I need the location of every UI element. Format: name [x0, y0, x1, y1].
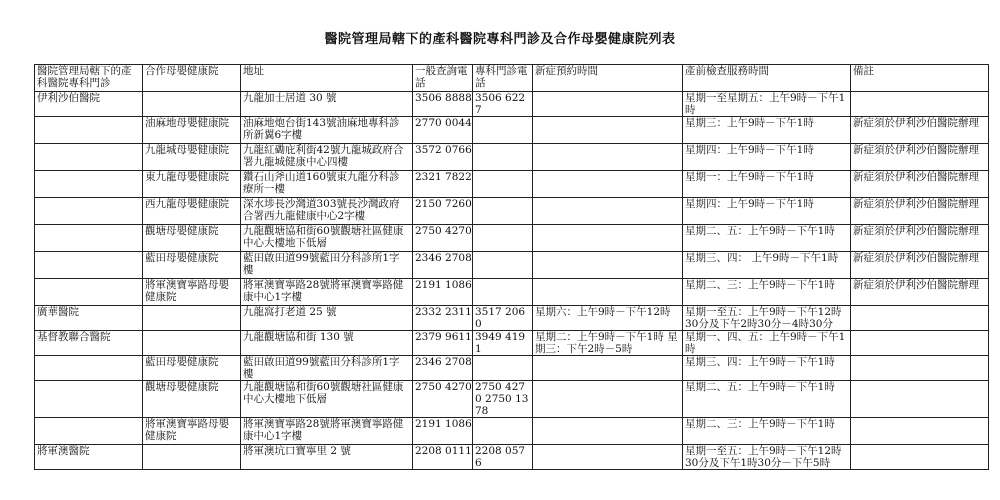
cell-new-case-time: [533, 356, 683, 381]
cell-anc-time: 星期一：上午9時－下午1時: [683, 171, 851, 198]
cell-hospital: [35, 198, 143, 225]
table-row: [35, 144, 989, 171]
cell-address: 油麻地炮台街143號油麻地專科診所新翼6字樓: [241, 117, 413, 144]
cell-anc-time: 星期二、三：上午9時－下午1時: [683, 279, 851, 306]
cell-remark: [851, 306, 989, 331]
table-row: [35, 445, 989, 470]
cell-hospital: 基督教聯合醫院: [35, 331, 143, 356]
cell-new-case-time: [533, 171, 683, 198]
cell-general-tel: 2770 0044: [413, 117, 473, 144]
cell-hospital: [35, 356, 143, 381]
table-row: [35, 331, 989, 356]
header-hospital: 醫院管理局轄下的產科醫院專科門診: [35, 65, 143, 92]
cell-new-case-time: 星期六：上午9時－下午12時: [533, 306, 683, 331]
cell-remark: [851, 418, 989, 445]
cell-clinic: 藍田母嬰健康院: [143, 356, 241, 381]
cell-new-case-time: [533, 144, 683, 171]
cell-sopd-tel: [473, 198, 533, 225]
table-row: [35, 92, 989, 117]
cell-remark: 新症須於伊利沙伯醫院辦理: [851, 279, 989, 306]
cell-address: 藍田啟田道99號藍田分科診所1字樓: [241, 252, 413, 279]
header-anc-time: 產前檢查服務時間: [683, 65, 851, 92]
cell-remark: [851, 381, 989, 418]
cell-remark: 新症須於伊利沙伯醫院辦理: [851, 225, 989, 252]
cell-general-tel: 2191 1086: [413, 418, 473, 445]
cell-anc-time: 星期二、五：上午9時－下午1時: [683, 225, 851, 252]
cell-general-tel: 2208 0111: [413, 445, 473, 470]
cell-sopd-tel: 3949 4191: [473, 331, 533, 356]
cell-general-tel: 2346 2708: [413, 356, 473, 381]
table-row: [35, 306, 989, 331]
header-address: 地址: [241, 65, 413, 92]
table-row: [35, 418, 989, 445]
cell-general-tel: 2150 7260: [413, 198, 473, 225]
cell-anc-time: 星期三：上午9時－下午1時: [683, 117, 851, 144]
cell-address: 藍田啟田道99號藍田分科診所1字樓: [241, 356, 413, 381]
cell-sopd-tel: [473, 418, 533, 445]
table-row: [35, 252, 989, 279]
cell-sopd-tel: 2208 0576: [473, 445, 533, 470]
cell-clinic: 觀塘母嬰健康院: [143, 381, 241, 418]
cell-new-case-time: [533, 198, 683, 225]
cell-address: 鑽石山斧山道160號東九龍分科診療所一樓: [241, 171, 413, 198]
header-sopd-tel: 專科門診電話: [473, 65, 533, 92]
cell-new-case-time: [533, 418, 683, 445]
cell-general-tel: 2379 9611: [413, 331, 473, 356]
header-remark: 備註: [851, 65, 989, 92]
cell-sopd-tel: [473, 225, 533, 252]
cell-hospital: 廣華醫院: [35, 306, 143, 331]
cell-sopd-tel: [473, 171, 533, 198]
cell-clinic: 九龍城母嬰健康院: [143, 144, 241, 171]
cell-general-tel: 2321 7822: [413, 171, 473, 198]
cell-sopd-tel: 2750 4270 2750 1378: [473, 381, 533, 418]
cell-clinic: [143, 331, 241, 356]
cell-sopd-tel: [473, 144, 533, 171]
cell-clinic: [143, 92, 241, 117]
cell-anc-time: 星期一至五：上午9時－下午12時30分及下午1時30分－下午5時: [683, 445, 851, 470]
cell-sopd-tel: [473, 117, 533, 144]
cell-clinic: 藍田母嬰健康院: [143, 252, 241, 279]
cell-remark: [851, 445, 989, 470]
cell-new-case-time: [533, 381, 683, 418]
cell-sopd-tel: 3506 6227: [473, 92, 533, 117]
cell-anc-time: 星期一、四、五：上午9時－下午1時: [683, 331, 851, 356]
cell-remark: 新症須於伊利沙伯醫院辦理: [851, 144, 989, 171]
cell-address: 九龍紅磡庇利街42號九龍城政府合署九龍城健康中心四樓: [241, 144, 413, 171]
cell-hospital: [35, 252, 143, 279]
cell-anc-time: 星期一至五：上午9時－下午12時30分及下午2時30分－4時30分: [683, 306, 851, 331]
cell-address: 九龍觀塘協和街60號觀塘社區健康中心大樓地下低層: [241, 381, 413, 418]
cell-new-case-time: [533, 252, 683, 279]
cell-address: 九龍觀塘協和街60號觀塘社區健康中心大樓地下低層: [241, 225, 413, 252]
header-new-case-time: 新症預約時間: [533, 65, 683, 92]
cell-general-tel: 2750 4270: [413, 225, 473, 252]
cell-new-case-time: [533, 225, 683, 252]
cell-address: 深水埗長沙灣道303號長沙灣政府合署西九龍健康中心2字樓: [241, 198, 413, 225]
cell-hospital: [35, 279, 143, 306]
cell-general-tel: 2750 4270: [413, 381, 473, 418]
cell-hospital: [35, 144, 143, 171]
cell-remark: [851, 92, 989, 117]
page-title: 醫院管理局轄下的產科醫院專科門診及合作母嬰健康院列表: [324, 32, 676, 47]
cell-hospital: [35, 117, 143, 144]
cell-remark: [851, 331, 989, 356]
cell-address: 將軍澳寶寧路28號將軍澳寶寧路健康中心1字樓: [241, 418, 413, 445]
cell-hospital: 伊利沙伯醫院: [35, 92, 143, 117]
cell-clinic: [143, 445, 241, 470]
cell-address: 將軍澳坑口寶寧里 2 號: [241, 445, 413, 470]
header-general-tel: 一般查詢電話: [413, 65, 473, 92]
cell-address: 九龍加士居道 30 號: [241, 92, 413, 117]
cell-new-case-time: 星期二：上午9時－下午1時 星期三：下午2時－5時: [533, 331, 683, 356]
cell-remark: 新症須於伊利沙伯醫院辦理: [851, 117, 989, 144]
table-row: [35, 356, 989, 381]
cell-address: 九龍觀塘協和街 130 號: [241, 331, 413, 356]
table-header-row: [35, 65, 989, 92]
cell-anc-time: 星期三、四：上午9時－下午1時: [683, 356, 851, 381]
cell-hospital: 將軍澳醫院: [35, 445, 143, 470]
cell-hospital: [35, 418, 143, 445]
table-row: [35, 117, 989, 144]
table-row: [35, 198, 989, 225]
table-row: [35, 381, 989, 418]
cell-clinic: 東九龍母嬰健康院: [143, 171, 241, 198]
header-clinic: 合作母嬰健康院: [143, 65, 241, 92]
cell-general-tel: 2346 2708: [413, 252, 473, 279]
cell-hospital: [35, 381, 143, 418]
table-row: [35, 225, 989, 252]
clinic-table: [34, 64, 989, 470]
cell-general-tel: 3572 0766: [413, 144, 473, 171]
cell-remark: 新症須於伊利沙伯醫院辦理: [851, 198, 989, 225]
cell-clinic: 將軍澳寶寧路母嬰健康院: [143, 418, 241, 445]
cell-hospital: [35, 225, 143, 252]
cell-clinic: 觀塘母嬰健康院: [143, 225, 241, 252]
cell-remark: 新症須於伊利沙伯醫院辦理: [851, 252, 989, 279]
cell-clinic: 西九龍母嬰健康院: [143, 198, 241, 225]
cell-anc-time: 星期四：上午9時－下午1時: [683, 198, 851, 225]
cell-sopd-tel: [473, 356, 533, 381]
cell-sopd-tel: [473, 279, 533, 306]
cell-anc-time: 星期三、四： 上午9時－下午1時: [683, 252, 851, 279]
cell-general-tel: 2332 2311: [413, 306, 473, 331]
table-row: [35, 279, 989, 306]
cell-new-case-time: [533, 279, 683, 306]
table-row: [35, 171, 989, 198]
cell-new-case-time: [533, 117, 683, 144]
cell-new-case-time: [533, 445, 683, 470]
cell-remark: 新症須於伊利沙伯醫院辦理: [851, 171, 989, 198]
cell-clinic: 油麻地母嬰健康院: [143, 117, 241, 144]
cell-anc-time: 星期一至星期五：上午9時－下午1時: [683, 92, 851, 117]
cell-anc-time: 星期四：上午9時－下午1時: [683, 144, 851, 171]
cell-general-tel: 3506 8888: [413, 92, 473, 117]
cell-new-case-time: [533, 92, 683, 117]
cell-clinic: 將軍澳寶寧路母嬰健康院: [143, 279, 241, 306]
cell-sopd-tel: [473, 252, 533, 279]
cell-remark: [851, 356, 989, 381]
cell-hospital: [35, 171, 143, 198]
cell-clinic: [143, 306, 241, 331]
cell-address: 九龍窩打老道 25 號: [241, 306, 413, 331]
cell-sopd-tel: 3517 2060: [473, 306, 533, 331]
cell-address: 將軍澳寶寧路28號將軍澳寶寧路健康中心1字樓: [241, 279, 413, 306]
table-body: [35, 92, 989, 470]
cell-general-tel: 2191 1086: [413, 279, 473, 306]
cell-anc-time: 星期二、三：上午9時－下午1時: [683, 418, 851, 445]
cell-anc-time: 星期二、五：上午9時－下午1時: [683, 381, 851, 418]
